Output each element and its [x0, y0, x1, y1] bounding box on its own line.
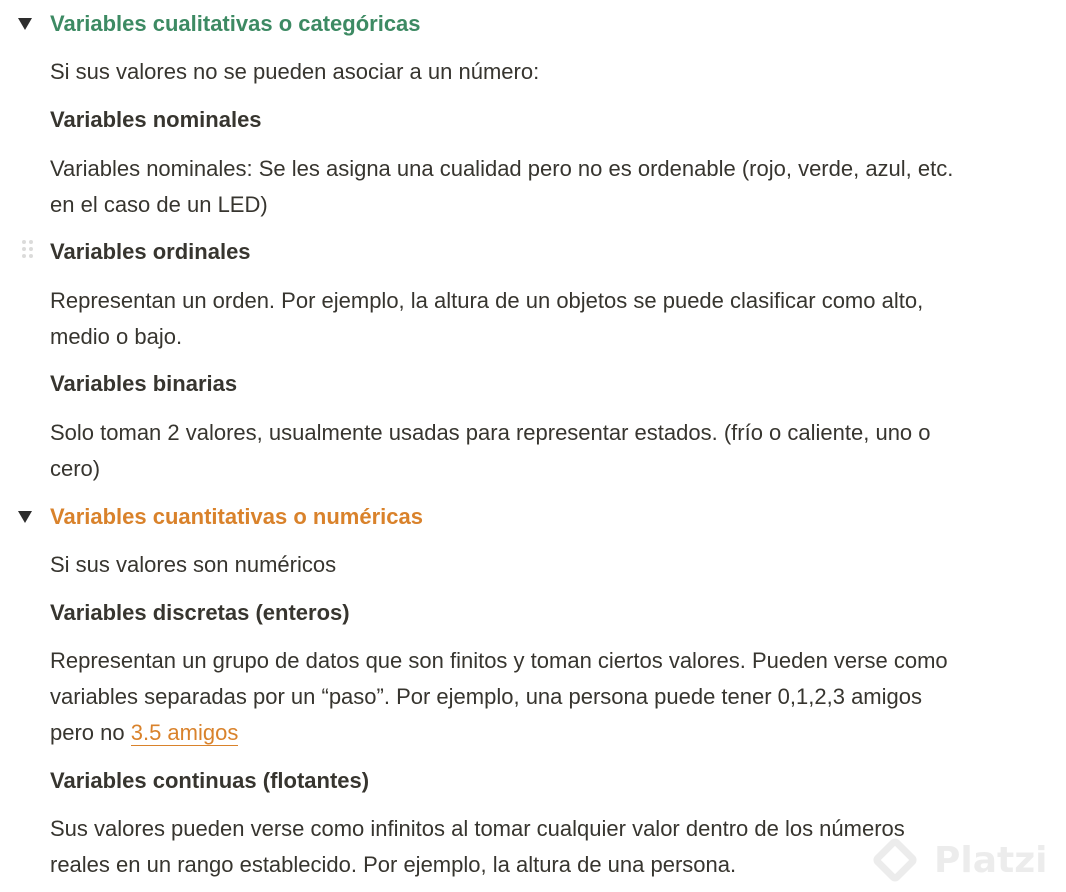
discrete-line-2: variables separadas por un “paso”. Por ejemplo, una persona puede tener 0,1,2,3 amigos [50, 684, 922, 709]
binary-line-1: Solo toman 2 valores, usualmente usadas para representar estados. (frío o caliente, uno o [50, 420, 931, 445]
toggle-header-quantitative[interactable] [14, 499, 423, 535]
qualitative-intro: Si sus valores no se pueden asociar a un número: [50, 59, 540, 84]
platzi-logo-icon [871, 836, 919, 884]
quantitative-intro: Si sus valores son numéricos [50, 552, 337, 577]
discrete-line-3-prefix: pero no [50, 720, 131, 745]
nominal-line-2: en el caso de un LED) [50, 192, 268, 217]
binary-line-2: cero) [50, 456, 101, 481]
toggle-title-quantitative: Variables cuantitativas o numéricas [50, 504, 423, 529]
nominal-line-1: Variables nominales: Se les asigna una cualidad pero no es ordenable (rojo, verde, azul, etc. [50, 156, 954, 181]
heading-binary: Variables binarias [50, 371, 238, 396]
toggle-header-qualitative[interactable] [14, 6, 421, 42]
continuous-line-1: Sus valores pueden verse como infinitos al tomar cualquier valor dentro de los números [50, 816, 905, 841]
discrete-line-3 [50, 715, 1030, 751]
ordinal-line-2: medio o bajo. [50, 324, 183, 349]
heading-discrete: Variables discretas (enteros) [50, 600, 350, 625]
ordinal-line-1: Representan un orden. Por ejemplo, la altura de un objetos se puede clasificar como alto, [50, 288, 924, 313]
toggle-triangle-down-icon[interactable] [18, 511, 32, 523]
discrete-line-1: Representan un grupo de datos que son finitos y toman ciertos valores. Pueden verse como [50, 648, 948, 673]
heading-ordinal: Variables ordinales [50, 239, 251, 264]
heading-nominal: Variables nominales [50, 107, 262, 132]
drag-handle-icon[interactable] [22, 240, 36, 264]
heading-continuous: Variables continuas (flotantes) [50, 768, 370, 793]
platzi-watermark [878, 832, 1058, 888]
toggle-triangle-down-icon[interactable] [18, 18, 32, 30]
continuous-line-2: reales en un rango establecido. Por ejemplo, la altura de una persona. [50, 852, 737, 877]
link-3-5-amigos[interactable]: 3.5 amigos [130, 720, 239, 745]
watermark-text: Platzi [934, 839, 1048, 881]
toggle-title-qualitative: Variables cualitativas o categóricas [50, 11, 421, 36]
